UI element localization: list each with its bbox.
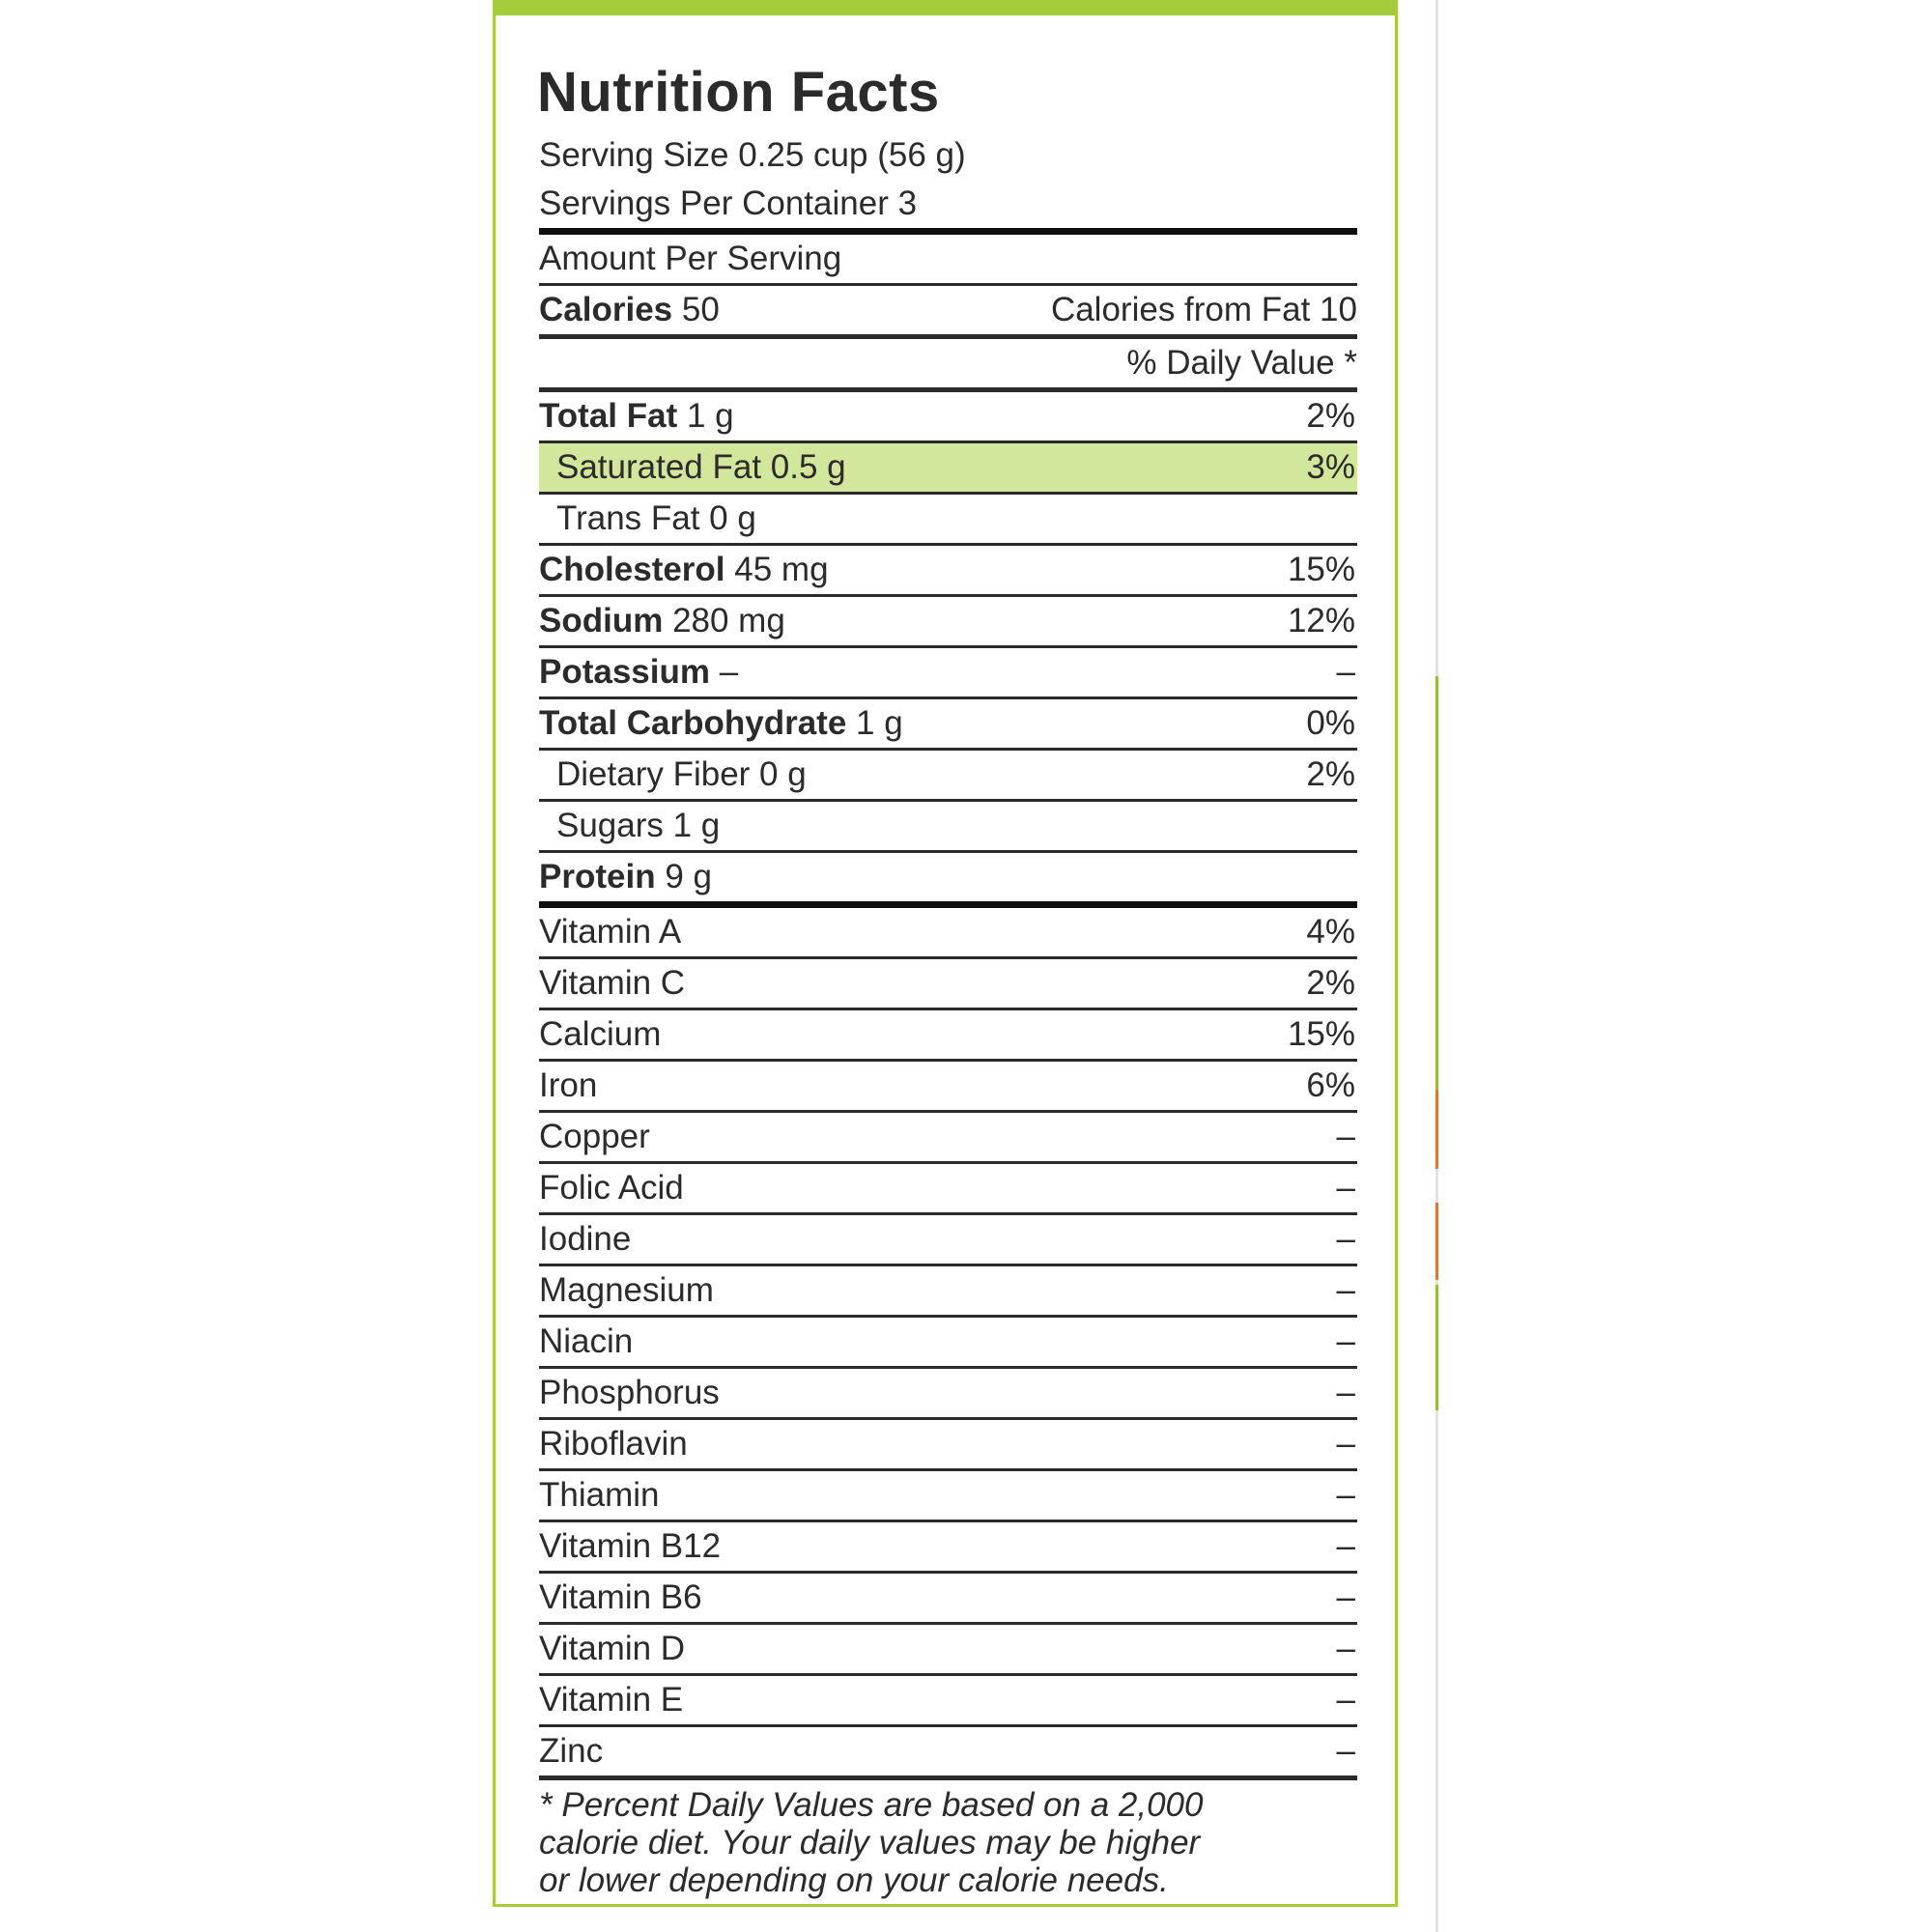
nutrient-amount: 9 g (665, 858, 712, 895)
vitamin-daily-value: 4% (1306, 913, 1355, 951)
nutrient-label (539, 858, 712, 896)
vitamin-row (539, 908, 1357, 956)
vitamin-daily-value: – (1336, 1169, 1355, 1207)
vitamin-name: Thiamin (539, 1476, 660, 1514)
vitamin-name: Folic Acid (539, 1169, 684, 1207)
vitamin-row (539, 1574, 1357, 1622)
vitamin-daily-value: – (1336, 1681, 1355, 1719)
nutrient-label (539, 448, 846, 487)
nutrient-daily-value: 12% (1287, 602, 1355, 639)
nutrient-label (539, 704, 903, 743)
vitamin-row (539, 1266, 1357, 1315)
calories-label: Calories (539, 291, 673, 328)
vitamin-name: Vitamin B6 (539, 1578, 702, 1616)
daily-value-header: % Daily Value * (1126, 344, 1357, 382)
nutrient-row (539, 802, 1357, 850)
page-edge-accent (1435, 1285, 1438, 1410)
nutrient-name: Sugars 1 g (556, 807, 721, 844)
nutrient-name: Potassium (539, 653, 710, 691)
nutrient-label (539, 397, 734, 436)
vitamin-name: Riboflavin (539, 1425, 688, 1463)
nutrient-daily-value: – (1336, 653, 1355, 691)
vitamin-daily-value: 15% (1287, 1015, 1355, 1053)
amount-per-serving-row (539, 235, 1357, 283)
nutrient-name: Saturated Fat 0.5 g (556, 448, 846, 486)
nutrient-amount: 1 g (856, 704, 903, 742)
vitamin-name: Iodine (539, 1220, 632, 1258)
nutrient-row (539, 648, 1357, 696)
nutrient-label (539, 807, 720, 845)
calories-value: 50 (681, 291, 720, 328)
vitamin-name: Copper (539, 1118, 650, 1155)
vitamin-daily-value: – (1336, 1118, 1355, 1155)
vitamin-row (539, 1062, 1357, 1110)
vitamin-name: Vitamin D (539, 1630, 686, 1667)
nutrient-row (539, 751, 1357, 799)
nutrient-label (539, 602, 785, 640)
vitamin-name: Vitamin B12 (539, 1527, 722, 1565)
divider (539, 1776, 1357, 1780)
divider (539, 901, 1357, 908)
nutrient-row (539, 699, 1357, 748)
divider (539, 228, 1357, 235)
nutrient-row (539, 392, 1357, 440)
nutrient-name: Dietary Fiber 0 g (556, 755, 807, 793)
vitamin-daily-value: – (1336, 1271, 1355, 1309)
nutrient-row (539, 546, 1357, 594)
nutrient-name: Sodium (539, 602, 664, 639)
nutrient-name: Trans Fat 0 g (556, 499, 756, 537)
nutrient-row (539, 443, 1357, 492)
footnote-line: calorie diet. Your daily values may be higher (539, 1824, 1201, 1861)
vitamin-row (539, 1369, 1357, 1417)
vitamin-row (539, 1522, 1357, 1571)
vitamin-row (539, 1727, 1357, 1776)
nutrient-list (539, 392, 1357, 901)
vitamin-row (539, 1676, 1357, 1724)
nutrient-row (539, 853, 1357, 901)
calories-from-fat: Calories from Fat 10 (1050, 291, 1357, 328)
vitamin-name: Vitamin E (539, 1681, 684, 1719)
vitamin-daily-value: – (1336, 1732, 1355, 1770)
vitamin-row (539, 1113, 1357, 1161)
vitamin-row (539, 1471, 1357, 1520)
vitamin-row (539, 1164, 1357, 1212)
nutrient-label (539, 653, 738, 692)
nutrient-name: Cholesterol (539, 551, 725, 588)
amount-per-serving: Amount Per Serving (539, 240, 842, 277)
page-edge-accent (1435, 1090, 1438, 1169)
footnote-line: or lower depending on your calorie needs. (539, 1861, 1169, 1899)
nutrient-amount: 1 g (686, 397, 734, 435)
daily-value-header-row (539, 339, 1357, 387)
nutrient-amount: – (719, 653, 739, 691)
nutrient-daily-value: 15% (1287, 551, 1355, 588)
calories (539, 291, 720, 329)
nutrient-daily-value: 2% (1306, 755, 1355, 793)
vitamin-daily-value: – (1336, 1527, 1355, 1565)
vitamin-name: Niacin (539, 1322, 634, 1360)
vitamin-row (539, 1318, 1357, 1366)
vitamin-list (539, 908, 1357, 1780)
vitamin-row (539, 1420, 1357, 1468)
footnote (539, 1786, 1357, 1899)
nutrition-facts-panel (493, 0, 1398, 1907)
vitamin-daily-value: – (1336, 1578, 1355, 1616)
nutrient-daily-value: 0% (1306, 704, 1355, 742)
vitamin-name: Calcium (539, 1015, 662, 1053)
vitamin-daily-value: – (1336, 1630, 1355, 1667)
vitamin-daily-value: 2% (1306, 964, 1355, 1002)
nutrient-amount: 45 mg (734, 551, 829, 588)
vitamin-row (539, 1010, 1357, 1059)
vitamin-daily-value: – (1336, 1322, 1355, 1360)
vitamin-daily-value: – (1336, 1476, 1355, 1514)
calories-row (539, 286, 1357, 334)
nutrient-row (539, 597, 1357, 645)
vitamin-name: Iron (539, 1066, 598, 1104)
vitamin-row (539, 1215, 1357, 1264)
vitamin-row (539, 1625, 1357, 1673)
page-edge-accent (1435, 1203, 1438, 1280)
vitamin-daily-value: – (1336, 1374, 1355, 1411)
serving-size: Serving Size 0.25 cup (56 g) (539, 136, 966, 174)
servings-per-container: Servings Per Container 3 (539, 185, 918, 222)
nutrient-label (539, 499, 756, 538)
nutrient-daily-value: 2% (1306, 397, 1355, 435)
vitamin-name: Phosphorus (539, 1374, 720, 1411)
vitamin-name: Magnesium (539, 1271, 714, 1309)
vitamin-daily-value: 6% (1306, 1066, 1355, 1104)
vitamin-daily-value: – (1336, 1425, 1355, 1463)
nutrient-amount: 280 mg (672, 602, 785, 639)
nutrient-label (539, 755, 807, 794)
vitamin-name: Vitamin C (539, 964, 686, 1002)
vitamin-name: Zinc (539, 1732, 604, 1770)
nutrient-label (539, 551, 829, 589)
panel-title: Nutrition Facts (537, 61, 940, 124)
nutrient-name: Total Carbohydrate (539, 704, 847, 742)
nutrient-row (539, 495, 1357, 543)
vitamin-row (539, 959, 1357, 1008)
nutrient-name: Total Fat (539, 397, 678, 435)
footnote-line: * Percent Daily Values are based on a 2,000 (539, 1786, 1204, 1824)
vitamin-name: Vitamin A (539, 913, 682, 951)
nutrient-daily-value: 3% (1306, 448, 1355, 486)
vitamin-daily-value: – (1336, 1220, 1355, 1258)
page-edge-accent (1435, 676, 1438, 1090)
nutrient-name: Protein (539, 858, 656, 895)
